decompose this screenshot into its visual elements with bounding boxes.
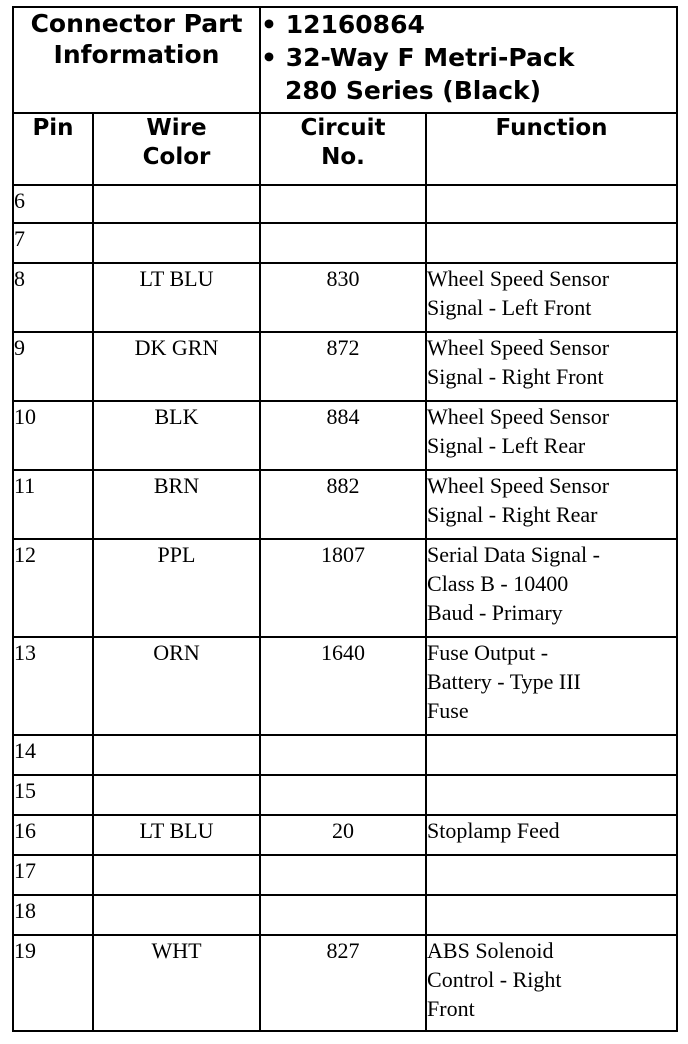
- wire-color-cell: [93, 855, 260, 895]
- circuit-cell: 20: [260, 815, 426, 855]
- circuit-cell: [260, 895, 426, 935]
- table-row: [13, 332, 677, 401]
- wire-color-cell: LT BLU: [93, 263, 260, 332]
- function-cell: Wheel Speed Sensor Signal - Left Rear: [426, 401, 677, 470]
- wire-color-cell: BRN: [93, 470, 260, 539]
- table-row: [13, 223, 677, 263]
- wire-color-cell: PPL: [93, 539, 260, 637]
- wire-color-cell: LT BLU: [93, 815, 260, 855]
- circuit-cell: [260, 223, 426, 263]
- pin-cell: 17: [13, 855, 93, 895]
- pin-cell: 8: [13, 263, 93, 332]
- connector-info-row: [13, 7, 677, 113]
- table-row: [13, 401, 677, 470]
- circuit-cell: 1807: [260, 539, 426, 637]
- function-cell: ABS Solenoid Control - Right Front: [426, 935, 677, 1031]
- pin-cell: 12: [13, 539, 93, 637]
- pin-cell: 19: [13, 935, 93, 1031]
- column-header-circuit-label-line1: Circuit: [300, 115, 386, 141]
- connector-part-info-value: [260, 7, 677, 113]
- circuit-cell: 830: [260, 263, 426, 332]
- function-cell: [426, 185, 677, 223]
- column-header-circuit-label-line2: No.: [321, 144, 365, 170]
- pin-cell: 9: [13, 332, 93, 401]
- column-header-pin: [13, 113, 93, 185]
- column-header-pin-label: Pin: [32, 115, 74, 141]
- connector-type: • 32-Way F Metri-Pack: [261, 43, 575, 72]
- table-row: [13, 470, 677, 539]
- pin-cell: 14: [13, 735, 93, 775]
- wire-color-cell: ORN: [93, 637, 260, 735]
- pin-cell: 16: [13, 815, 93, 855]
- function-cell: [426, 775, 677, 815]
- table-row: [13, 855, 677, 895]
- function-cell: Fuse Output - Battery - Type III Fuse: [426, 637, 677, 735]
- circuit-cell: 882: [260, 470, 426, 539]
- wire-color-cell: DK GRN: [93, 332, 260, 401]
- connector-part-info-label: [13, 7, 260, 113]
- table-row: [13, 775, 677, 815]
- function-cell: [426, 895, 677, 935]
- table-row: [13, 539, 677, 637]
- wire-color-cell: [93, 775, 260, 815]
- column-header-function: [426, 113, 677, 185]
- pin-cell: 18: [13, 895, 93, 935]
- pin-cell: 11: [13, 470, 93, 539]
- circuit-cell: 884: [260, 401, 426, 470]
- function-cell: Stoplamp Feed: [426, 815, 677, 855]
- circuit-cell: [260, 185, 426, 223]
- circuit-cell: 1640: [260, 637, 426, 735]
- column-header-function-label: Function: [495, 115, 608, 141]
- wire-color-cell: [93, 223, 260, 263]
- circuit-cell: [260, 775, 426, 815]
- column-header-wire-color: [93, 113, 260, 185]
- wire-color-cell: [93, 895, 260, 935]
- function-cell: Wheel Speed Sensor Signal - Left Front: [426, 263, 677, 332]
- function-cell: [426, 223, 677, 263]
- connector-series: 280 Series (Black): [285, 76, 542, 105]
- circuit-cell: [260, 735, 426, 775]
- column-header-wire-label-line2: Color: [142, 144, 211, 170]
- function-cell: [426, 855, 677, 895]
- connector-part-label-line1: Connector Part: [30, 9, 243, 38]
- part-number: • 12160864: [261, 10, 425, 39]
- table-row: [13, 895, 677, 935]
- circuit-cell: 827: [260, 935, 426, 1031]
- circuit-cell: [260, 855, 426, 895]
- table-row: [13, 263, 677, 332]
- wire-color-cell: [93, 185, 260, 223]
- wire-color-cell: WHT: [93, 935, 260, 1031]
- table-row: [13, 637, 677, 735]
- column-header-wire-label-line1: Wire: [146, 115, 207, 141]
- function-cell: Wheel Speed Sensor Signal - Right Front: [426, 332, 677, 401]
- function-cell: Wheel Speed Sensor Signal - Right Rear: [426, 470, 677, 539]
- function-cell: [426, 735, 677, 775]
- wire-color-cell: BLK: [93, 401, 260, 470]
- pin-cell: 6: [13, 185, 93, 223]
- pin-cell: 7: [13, 223, 93, 263]
- wire-color-cell: [93, 735, 260, 775]
- table-row: [13, 935, 677, 1031]
- function-cell: Serial Data Signal - Class B - 10400 Baud - Primary: [426, 539, 677, 637]
- table-row: [13, 735, 677, 775]
- table-row: [13, 815, 677, 855]
- column-header-circuit-no: [260, 113, 426, 185]
- pin-cell: 13: [13, 637, 93, 735]
- pin-cell: 15: [13, 775, 93, 815]
- table-row: [13, 185, 677, 223]
- connector-pinout-table: [12, 6, 678, 1032]
- circuit-cell: 872: [260, 332, 426, 401]
- pin-cell: 10: [13, 401, 93, 470]
- connector-part-label-line2: Information: [53, 40, 220, 69]
- column-header-row: [13, 113, 677, 185]
